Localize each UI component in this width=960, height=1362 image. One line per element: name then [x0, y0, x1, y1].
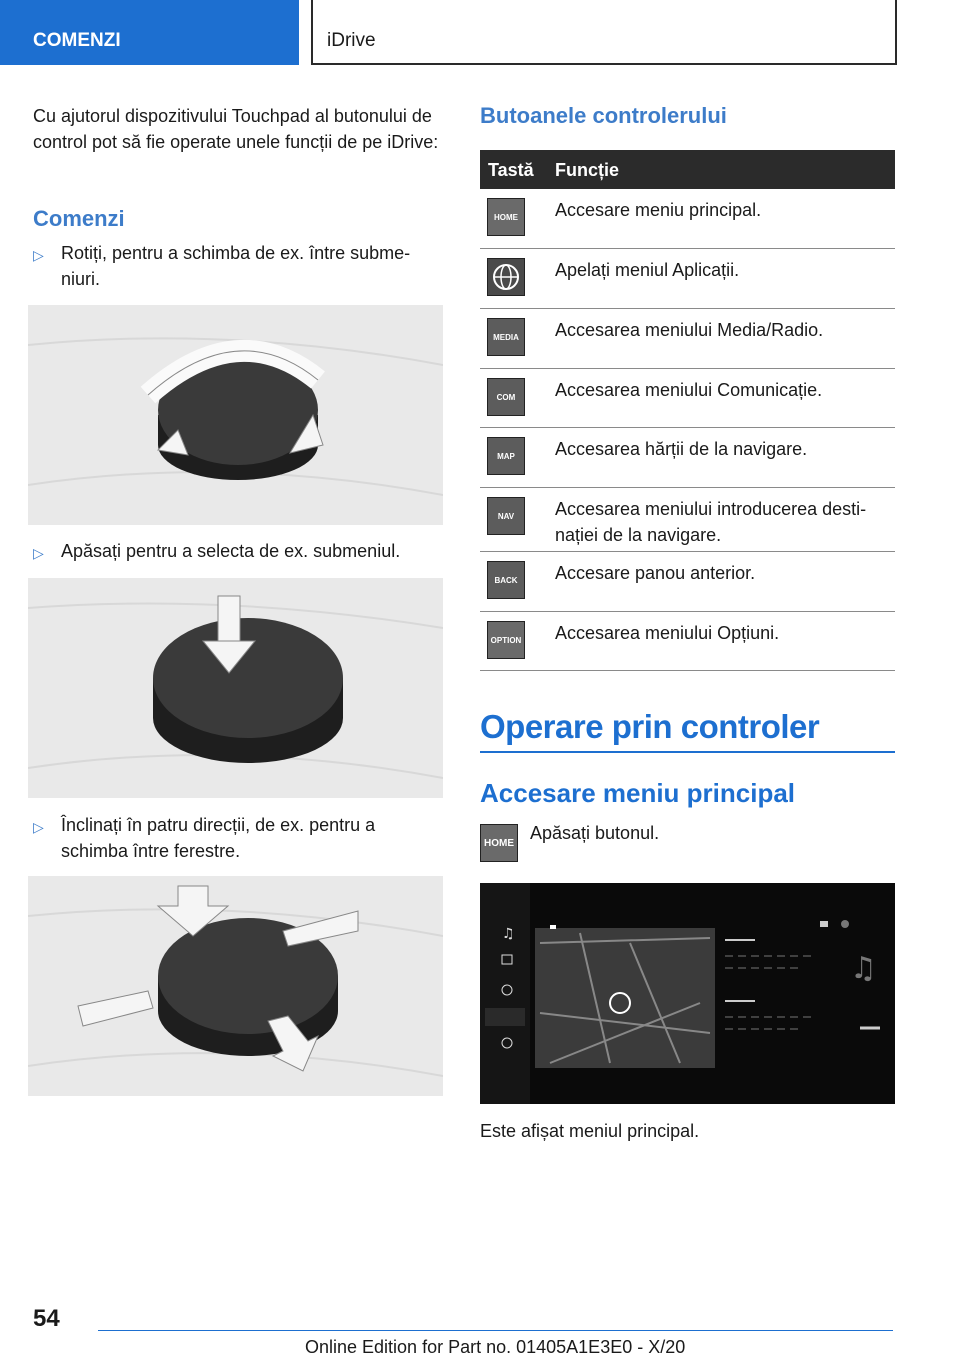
bullet-text: Rotiți, pentru a schimba de ex. între submeniuri.	[61, 243, 411, 289]
result-text: Este afișat meniul principal.	[480, 1121, 700, 1141]
bullet-tilt	[33, 812, 443, 864]
key-label: HOME	[494, 213, 518, 222]
page-number: 54	[33, 1305, 60, 1332]
bullet-text: Înclinați în patru direcții, de ex. pentru a schimba între ferestre.	[61, 815, 376, 861]
map-key-icon	[487, 437, 525, 475]
nav-key-icon	[487, 497, 525, 535]
table-row	[480, 612, 895, 671]
header-chapter-label: iDrive	[327, 30, 376, 51]
table-row	[480, 309, 895, 369]
table-header-function: Funcție	[555, 160, 620, 180]
function-text: Accesarea meniului Media/Radio.	[555, 320, 824, 340]
svg-text:♫: ♫	[850, 951, 877, 986]
key-label: HOME	[484, 838, 514, 849]
header-chapter-box	[311, 0, 897, 65]
header-section-tab	[0, 0, 299, 65]
bullet-rotate	[33, 240, 443, 292]
accesare-heading: Accesare meniu principal	[480, 778, 796, 808]
function-text: Accesarea meniului introducerea destinației de la navigare.	[555, 499, 867, 545]
key-label: BACK	[494, 576, 518, 585]
intro-paragraph: Cu ajutorul dispozitivului Touchpad al butonului de control pot să fie operate unele funcții de pe iDrive:	[33, 106, 439, 152]
controller-press-illustration	[28, 578, 443, 798]
back-key-icon	[487, 561, 525, 599]
function-text: Accesarea hărții de la navigare.	[555, 439, 808, 459]
operare-heading: Operare prin controler	[480, 708, 820, 745]
buttons-heading: Butoanele controlerului	[480, 103, 727, 128]
key-label: COM	[496, 393, 516, 402]
option-key-icon	[487, 621, 525, 659]
home-key-icon	[487, 198, 525, 236]
key-label: MEDIA	[493, 333, 519, 342]
media-key-icon	[487, 318, 525, 356]
footer-edition-text: Online Edition for Part no. 01405A1E3E0 - X/20	[305, 1337, 686, 1357]
key-label: OPTION	[490, 636, 522, 645]
triangle-bullet-icon: ▷	[33, 545, 44, 561]
svg-text:♫: ♫	[502, 926, 515, 942]
table-row	[480, 552, 895, 612]
heading-rule	[480, 751, 895, 753]
function-text: Accesarea meniului Opțiuni.	[555, 623, 780, 643]
table-header-key: Tastă	[488, 160, 534, 180]
table-row	[480, 488, 895, 552]
triangle-bullet-icon: ▷	[33, 819, 44, 835]
function-text: Accesarea meniului Comunicație.	[555, 380, 823, 400]
main-menu-screen-image	[480, 883, 895, 1104]
bullet-press	[33, 538, 443, 564]
table-row	[480, 428, 895, 488]
key-label: NAV	[497, 512, 515, 521]
com-key-icon	[487, 378, 525, 416]
table-header	[480, 150, 895, 189]
footer-rule	[98, 1330, 893, 1331]
header-section-label: COMENZI	[33, 30, 121, 51]
controller-tilt-illustration	[28, 876, 443, 1096]
globe-icon	[487, 258, 525, 296]
triangle-bullet-icon: ▷	[33, 247, 44, 263]
function-text: Accesare meniu principal.	[555, 200, 762, 220]
bullet-text: Apăsați pentru a selecta de ex. submeniul.	[61, 541, 401, 561]
comenzi-heading: Comenzi	[33, 206, 125, 231]
function-text: Apelați meniul Aplicații.	[555, 260, 740, 280]
home-key-icon	[480, 824, 518, 862]
table-row	[480, 249, 895, 309]
controller-rotate-illustration	[28, 305, 443, 525]
key-label: MAP	[497, 452, 515, 461]
function-text: Accesare panou anterior.	[555, 563, 756, 583]
press-instruction: Apăsați butonul.	[530, 823, 660, 843]
table-row	[480, 189, 895, 249]
table-row	[480, 369, 895, 428]
